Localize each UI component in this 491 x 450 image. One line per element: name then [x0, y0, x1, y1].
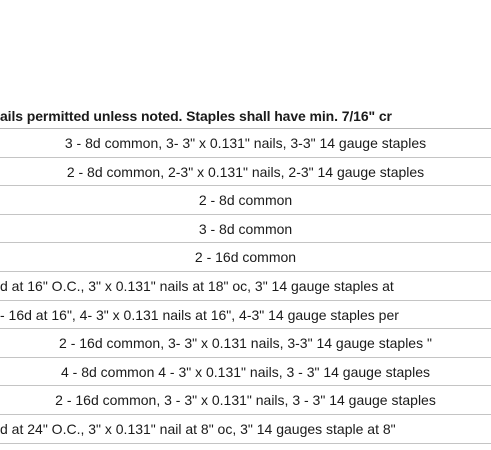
- table-row: 2 - 8d common, 2-3" x 0.131" nails, 2-3" 14 gauge staples: [0, 158, 491, 187]
- table-row: 2 - 16d common, 3- 3" x 0.131 nails, 3-3" 14 gauge staples ": [0, 329, 491, 358]
- table-row: 3 - 8d common, 3- 3" x 0.131" nails, 3-3" 14 gauge staples: [0, 129, 491, 158]
- table-row: 2 - 8d common: [0, 186, 491, 215]
- table-header: ails permitted unless noted. Staples shall have min. 7/16" cr: [0, 104, 491, 129]
- table-row: 3 - 8d common: [0, 215, 491, 244]
- table-row: d at 24" O.C., 3" x 0.131" nail at 8" oc, 3" 14 gauges staple at 8": [0, 415, 491, 444]
- table-row: d at 16" O.C., 3" x 0.131" nails at 18" oc, 3" 14 gauge staples at: [0, 272, 491, 301]
- table-row: - 16d at 16", 4- 3" x 0.131 nails at 16", 4-3" 14 gauge staples per: [0, 301, 491, 330]
- table-row: 2 - 16d common, 3 - 3" x 0.131" nails, 3 - 3" 14 gauge staples: [0, 386, 491, 415]
- table-row: 4 - 8d common 4 - 3" x 0.131" nails, 3 - 3" 14 gauge staples: [0, 358, 491, 387]
- table-row: 2 - 16d common: [0, 243, 491, 272]
- fastener-schedule-table: [0, 104, 491, 444]
